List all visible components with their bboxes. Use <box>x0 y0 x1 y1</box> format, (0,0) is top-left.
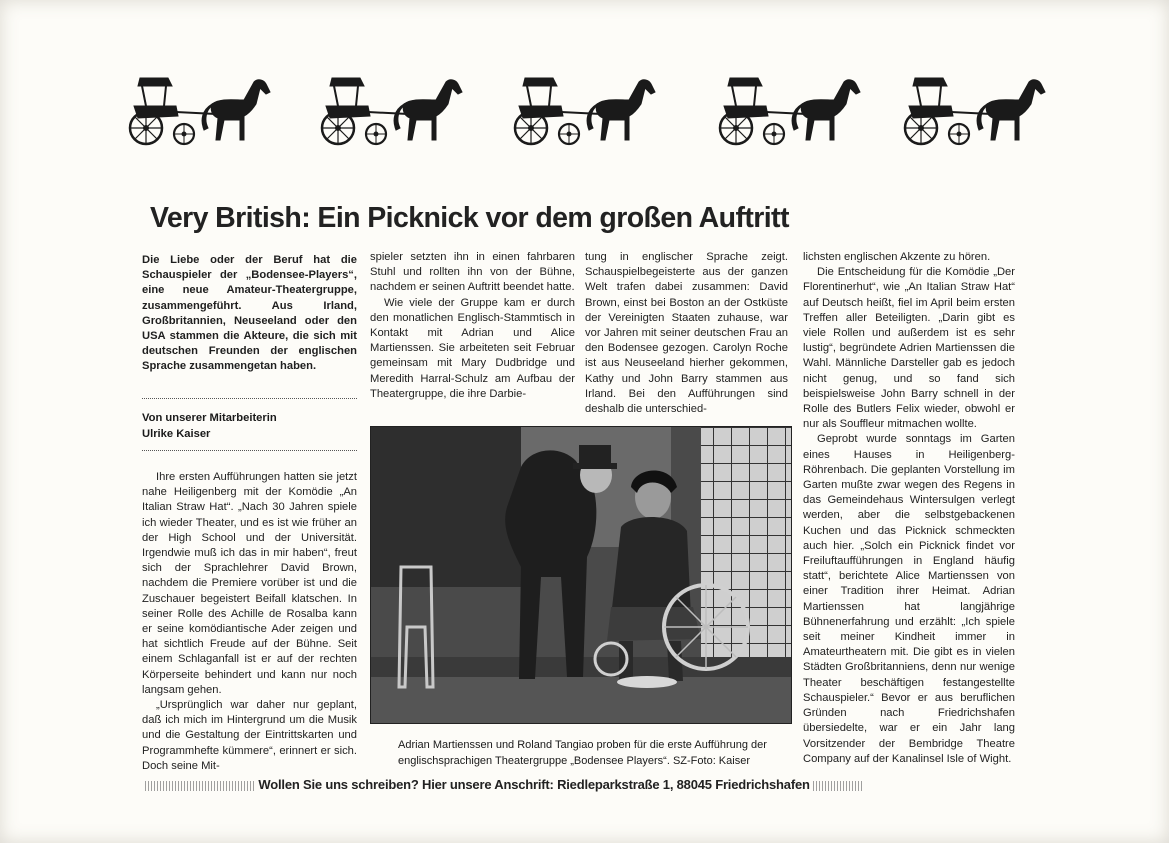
horse-carriage-icon <box>312 70 472 150</box>
hatch-decoration <box>145 781 255 791</box>
paragraph: „Ursprünglich war daher nur geplant, daß ich mich im Hintergrund um die Musik und die Gestaltung der Eintrittskarten und Programmhefte kümmere“, erinnert er sich. Doch seine Mit- <box>142 699 357 772</box>
paragraph: Geprobt wurde sonntags im Garten eines Hauses in Heiligenberg-Röhrenbach. Die geplanten Vorstellung im Garten mußte zwar wegen des Regens in das Gemeindehaus Wintersulgen verlegt werden, aber die selbstgebackenen Kuchen und das Picknick schmeckten auch hier. „Solch ein Picknick findet vor Freiluftaufführungen in England häufig statt“, berichtete Alice Martienssen von einer Tradition ihrer Heimat. Adrian Martienssen hat langjährige Bühnenerfahrung und erzählt: „Ich spiele seit meiner Kindheit immer in Amateurtheatern mit. Die gibt es in vielen Städten Großbritanniens, denn nur wenige Theater beschäftigen festangestellte Schauspieler.“ Bevor er aus beruflichen Gründen nach Friedrichshafen übersiedelte, war er ein Jahr lang Vorsitzender der Bembridge Theatre Company auf der Kanalinsel Isle of Wight. <box>803 433 1015 765</box>
byline-line-1: Von unserer Mitarbeiterin <box>142 412 277 424</box>
divider-rule <box>142 398 357 399</box>
paragraph: Ihre ersten Aufführungen hatten sie jetzt nahe Heiligenberg mit der Komödie „An Italian Straw Hat“. „Nach 30 Jahren spiele ich wieder Theater, und es ist wie früher an der High School und der Universität. Irgendwie muß ich das in mir haben“, freut sich der Sprachlehrer David Brown, nachdem die Premiere vorüber ist und die Zuschauer begeistert Beifall klatschen. In seiner Rolle des Achille de Rosalba kann er seine komödiantische Ader zeigen und hat sichtlich Freude auf der Bühne. Seit einem Schlaganfall ist er auf der rechten Körperseite behindert und kann nur noch langsam gehen. <box>142 471 357 696</box>
footer-text: Wollen Sie uns schreiben? Hier unsere Anschrift: Riedleparkstraße 1, 88045 Friedrichshafen <box>258 777 810 792</box>
column-1-lead <box>142 253 357 375</box>
paragraph: Die Entscheidung für die Komödie „Der Florentinerhut“, wie „An Italian Straw Hat“ auf Deutsch heißt, fiel im April beim ersten Treffen aller Beteiligten. „Darin gibt es viele Rollen und außerdem ist es sehr lustig“, begründete Adrien Martienssen die Wahl. Männliche Darsteller gab es jedoch nicht genug, und so fand sich beispielsweise John Barry schnell in der Rolle des Butlers Felix wieder, obwohl er nur als Souffleur mitmachen wollte. <box>803 266 1015 431</box>
photo-caption: Adrian Martienssen und Roland Tangiao proben für die erste Aufführung der englischsprachigen Theatergruppe „Bodensee Players“. SZ-Foto: Kaiser <box>398 739 767 767</box>
paragraph: tung in englischer Sprache zeigt. Schauspielbegeisterte aus der ganzen Welt trafen dabei zusammen: David Brown, einst bei Boston an der Ostküste der Vereinigten Staaten zuhause, war vor Jahren mit seiner deutschen Frau an den Bodensee gezogen. Carolyn Roche ist aus Neuseeland hierher gekommen, Kathy und John Barry stammen aus Irland. Bei den Aufführungen sind deshalb die unterschied- <box>585 251 788 416</box>
column-4-body <box>803 250 1015 767</box>
headline: Very British: Ein Picknick vor dem großen Auftritt <box>150 202 789 234</box>
lead-paragraph: Die Liebe oder der Beruf hat die Schauspieler der „Bodensee-Players“, eine neue Amateur-Theatergruppe, zusammengeführt. Aus Irland, Großbritannien, Neuseeland oder den USA stammen die Akteure, die sich mit deutschen Freunden der englischen Sprache zusammengetan haben. <box>142 254 357 373</box>
divider-rule <box>142 450 357 451</box>
column-2-body <box>370 250 575 402</box>
horse-carriage-icon <box>710 70 870 150</box>
column-3-body <box>585 250 788 417</box>
paragraph: lichsten englischen Akzente zu hören. <box>803 251 991 263</box>
rehearsal-photo <box>370 426 792 724</box>
horse-carriage-icon <box>120 70 280 150</box>
byline-author: Ulrike Kaiser <box>142 427 211 440</box>
paragraph: Wie viele der Gruppe kam er durch den monatlichen Englisch-Stammtisch in Kontakt mit Adrian und Alice Martienssen. Sie arbeiteten seit Februar gemeinsam mit Mary Dudbridge und Meredith Harral-Schulz am Aufbau der Theatergruppe, die ihre Darbie- <box>370 296 575 400</box>
footer-banner <box>145 777 965 799</box>
hatch-decoration <box>813 781 863 791</box>
paragraph: spieler setzten ihn in einen fahrbaren Stuhl und rollten ihn von der Bühne, nachdem er seinen Auftritt beendet hatte. <box>370 251 575 294</box>
horse-carriage-icon <box>505 70 665 150</box>
rehearsal-photo-image <box>371 427 791 723</box>
column-1-body <box>142 470 357 774</box>
carriage-band <box>120 70 1050 150</box>
byline <box>142 411 357 442</box>
horse-carriage-icon <box>895 70 1055 150</box>
